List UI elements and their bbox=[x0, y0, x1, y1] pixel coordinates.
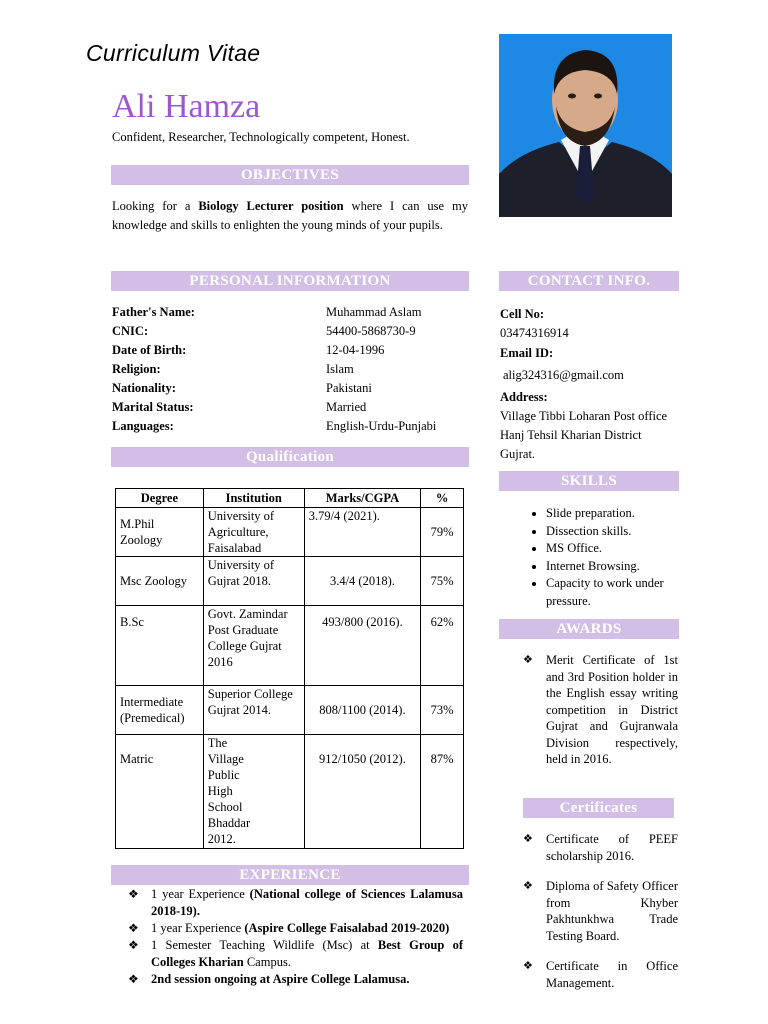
contact-block bbox=[500, 304, 675, 464]
info-key: Languages: bbox=[112, 419, 174, 433]
info-value: Pakistani bbox=[326, 381, 372, 395]
institution-cell: University of Gujrat 2018. bbox=[203, 557, 304, 606]
percent-cell: 79% bbox=[421, 508, 464, 557]
institution-cell: The Village Public High School Bhaddar 2012. bbox=[203, 735, 304, 849]
institution-cell: University of Agriculture, Faisalabad bbox=[203, 508, 304, 557]
person-name: Ali Hamza bbox=[112, 88, 261, 125]
list-item: ❖ 2nd session ongoing at Aspire College Lalamusa. bbox=[128, 972, 410, 986]
marks-cell: 493/800 (2016). bbox=[304, 606, 420, 686]
portrait-image bbox=[499, 34, 672, 217]
info-row bbox=[112, 360, 472, 379]
institution-cell: Govt. Zamindar Post Graduate College Gujrat 2016 bbox=[203, 606, 304, 686]
info-value: Islam bbox=[326, 362, 354, 376]
info-row bbox=[112, 341, 472, 360]
info-key: Marital Status: bbox=[112, 400, 194, 414]
marks-cell: 3.4/4 (2018). bbox=[304, 557, 420, 606]
degree-cell: Msc Zoology bbox=[116, 557, 204, 606]
diamond-bullet-icon: ❖ bbox=[523, 833, 533, 845]
list-item: ❖ 1 year Experience (National college of Sciences Lalamusa 2018-19). bbox=[128, 887, 463, 918]
objectives-position: Biology Lecturer position bbox=[198, 199, 344, 213]
table-row bbox=[116, 508, 464, 557]
diamond-bullet-icon: ❖ bbox=[128, 921, 139, 935]
tagline: Confident, Researcher, Technologically competent, Honest. bbox=[112, 130, 410, 144]
address-text: Village Tibbi Loharan Post office Hanj Tehsil Kharian District Gujrat. bbox=[500, 409, 668, 461]
percent-cell: 87% bbox=[421, 735, 464, 849]
info-value: Married bbox=[326, 400, 367, 414]
table-row bbox=[116, 557, 464, 606]
list-item: • Dissection skills. bbox=[546, 523, 706, 541]
table-row bbox=[116, 686, 464, 735]
percent-cell: 75% bbox=[421, 557, 464, 606]
list-item: • Capacity to work under pressure. bbox=[546, 575, 706, 610]
objectives-heading: OBJECTIVES bbox=[111, 165, 469, 185]
email-label: Email ID: bbox=[500, 346, 554, 360]
list-item: • Internet Browsing. bbox=[546, 558, 706, 576]
list-item: • MS Office. bbox=[546, 540, 706, 558]
skills-heading: SKILLS bbox=[499, 471, 679, 491]
document-title: Curriculum Vitae bbox=[86, 40, 261, 66]
personal-info-heading: PERSONAL INFORMATION bbox=[111, 271, 469, 291]
experience-list bbox=[128, 886, 463, 988]
list-item bbox=[523, 652, 678, 768]
profile-photo bbox=[499, 34, 672, 217]
experience-heading: EXPERIENCE bbox=[111, 865, 469, 885]
awards-list bbox=[523, 652, 678, 768]
marks-cell: 912/1050 (2012). bbox=[304, 735, 420, 849]
email-address: alig324316@gmail.com bbox=[503, 368, 624, 382]
info-value: English-Urdu-Punjabi bbox=[326, 419, 437, 433]
info-row bbox=[112, 417, 472, 436]
table-row bbox=[116, 735, 464, 849]
objectives-text: Looking for a Biology Lecturer position where I can use my knowledge and skills to enlighten the young minds of your pupils. bbox=[112, 199, 469, 232]
award-text: Merit Certificate of 1st and 3rd Position holder in the English essay writing competition in District Gujrat and Gujranwala Division respectively, held in 2016. bbox=[546, 653, 678, 766]
personal-info-list bbox=[112, 303, 472, 436]
contact-heading: CONTACT INFO. bbox=[499, 271, 679, 291]
cell-number: 03474316914 bbox=[500, 326, 569, 340]
diamond-bullet-icon: ❖ bbox=[523, 880, 533, 892]
list-item: ❖ Certificate in Office Management. bbox=[523, 959, 678, 990]
degree-cell: B.Sc bbox=[116, 606, 204, 686]
list-item: ❖ 1 Semester Teaching Wildlife (Msc) at Best Group of Colleges Kharian Campus. bbox=[128, 938, 463, 969]
diamond-bullet-icon: ❖ bbox=[128, 887, 139, 901]
info-row bbox=[112, 322, 472, 341]
list-item: ❖ Diploma of Safety Officer from Khyber Pakhtunkhwa Trade Testing Board. bbox=[523, 879, 678, 943]
column-header: Institution bbox=[203, 489, 304, 508]
degree-cell: M.Phil Zoology bbox=[116, 508, 204, 557]
certificates-heading: Certificates bbox=[523, 798, 674, 818]
list-item: ❖ Certificate of PEEF scholarship 2016. bbox=[523, 832, 678, 863]
table-row bbox=[116, 606, 464, 686]
diamond-bullet-icon: ❖ bbox=[128, 938, 139, 952]
column-header: % bbox=[421, 489, 464, 508]
qualification-table bbox=[115, 488, 464, 849]
qualification-heading: Qualification bbox=[111, 447, 469, 467]
info-value: 54400-5868730-9 bbox=[326, 324, 416, 338]
cell-label: Cell No: bbox=[500, 307, 545, 321]
column-header: Degree bbox=[116, 489, 204, 508]
info-row bbox=[112, 398, 472, 417]
percent-cell: 73% bbox=[421, 686, 464, 735]
awards-heading: AWARDS bbox=[499, 619, 679, 639]
address-label: Address: bbox=[500, 390, 548, 404]
info-key: Religion: bbox=[112, 362, 161, 376]
marks-cell: 3.79/4 (2021). bbox=[304, 508, 420, 557]
institution-cell: Superior College Gujrat 2014. bbox=[203, 686, 304, 735]
info-key: Father's Name: bbox=[112, 305, 195, 319]
skills-list bbox=[526, 505, 706, 610]
marks-cell: 808/1100 (2014). bbox=[304, 686, 420, 735]
list-item: ❖ 1 year Experience (Aspire College Faisalabad 2019-2020) bbox=[128, 921, 450, 935]
certificates-list bbox=[523, 831, 678, 991]
diamond-bullet-icon: ❖ bbox=[523, 654, 533, 666]
info-row bbox=[112, 379, 472, 398]
degree-cell: Matric bbox=[116, 735, 204, 849]
info-key: CNIC: bbox=[112, 324, 149, 338]
info-value: 12-04-1996 bbox=[326, 343, 385, 357]
info-row bbox=[112, 303, 472, 322]
column-header: Marks/CGPA bbox=[304, 489, 420, 508]
info-key: Date of Birth: bbox=[112, 343, 187, 357]
percent-cell: 62% bbox=[421, 606, 464, 686]
diamond-bullet-icon: ❖ bbox=[523, 960, 533, 972]
diamond-bullet-icon: ❖ bbox=[128, 972, 139, 986]
table-header-row bbox=[116, 489, 464, 508]
list-item: • Slide preparation. bbox=[546, 505, 706, 523]
info-value: Muhammad Aslam bbox=[326, 305, 422, 319]
info-key: Nationality: bbox=[112, 381, 176, 395]
degree-cell: Intermediate (Premedical) bbox=[116, 686, 204, 735]
